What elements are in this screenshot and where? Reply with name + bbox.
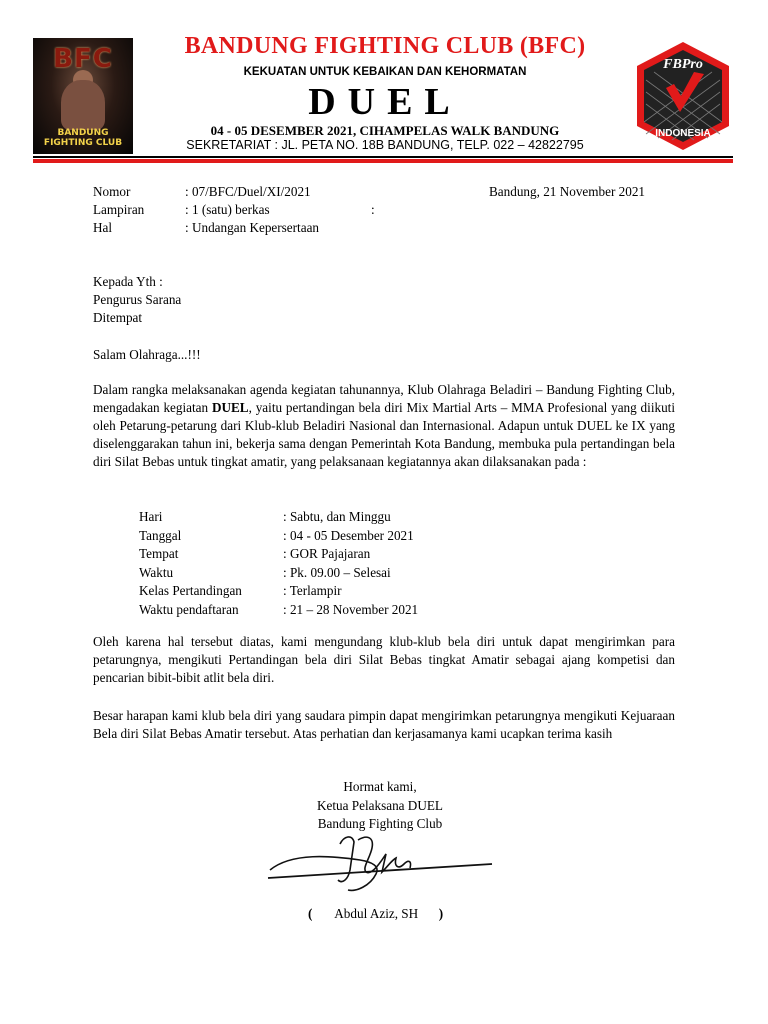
meta-value: : 07/BFC/Duel/XI/2021 [185, 184, 311, 199]
detail-label: Tanggal [139, 527, 182, 543]
closing-line: Ketua Pelaksana DUEL [317, 797, 443, 813]
detail-value: : Terlampir [283, 583, 342, 598]
detail-value: : 21 – 28 November 2021 [283, 601, 419, 617]
event-name: DUEL [308, 81, 462, 123]
fbpro-logo-top-text: FBPro [663, 57, 703, 72]
meta-value: : Undangan Kepersertaan [185, 220, 320, 235]
fighter-body-shape [61, 80, 105, 130]
meta-row-lampiran [93, 201, 673, 219]
detail-row-pendaftaran [139, 601, 559, 620]
detail-value: : Sabtu, dan Minggu [283, 509, 391, 524]
detail-value: : GOR Pajajaran [283, 546, 371, 561]
event-date-venue: 04 - 05 DESEMBER 2021, CIHAMPELAS WALK BANDUNG [210, 123, 560, 138]
detail-row-waktu [139, 564, 559, 583]
closing-line: Bandung Fighting Club [317, 816, 443, 831]
closing-block [280, 778, 480, 834]
recipient-line: Ditempat [93, 310, 143, 325]
paragraph-intro-bold: DUEL [211, 400, 249, 415]
fbpro-logo-bottom-text: INDONESIA [655, 128, 711, 139]
signature-underline [268, 864, 492, 878]
paragraph-closing: Besar harapan kami klub bela diri yang saudara pimpin dapat mengirimkan petarungnya mengikuti Kejuaraan Bela diri Silat Bebas Amatir tersebut. Atas perhatian dan kerjasamanya kami ucapkan terima kasih [93, 708, 675, 741]
signer-close-paren: ) [438, 906, 444, 921]
signature-stroke [270, 857, 377, 891]
signer-line [308, 905, 443, 923]
recipient-line: Kepada Yth : [93, 274, 163, 289]
bfc-logo [33, 38, 133, 154]
closing-line: Hormat kami, [343, 779, 417, 794]
header-divider-black [33, 156, 733, 158]
paragraph-intro-part: , yaitu pertandingan bela diri Mix Martial Arts – MMA Profesional yang diikuti oleh Petarung-petarung dari Klub-klub Beladiri Nasional dan Internasional. Adapun untuk DUEL ke IX yang diselenggarakan tahun ini, bekerja sama dengan Pemerintah Kota Bandung, membuka pula pertandingan bela diri Silat Bebas untuk tingkat amatir, yang pelaksanaan kegiatannya akan dilaksanakan pada : [93, 400, 675, 469]
detail-label: Waktu [139, 564, 174, 580]
meta-label: Hal [93, 220, 113, 235]
signature-stroke [338, 837, 354, 882]
detail-row-tempat [139, 545, 559, 564]
detail-label: Hari [139, 509, 163, 524]
place-date: Bandung, 21 November 2021 [489, 184, 646, 199]
bfc-logo-band-text: BANDUNG FIGHTING CLUB [43, 128, 123, 148]
recipient-line: Pengurus Sarana [93, 292, 182, 307]
meta-label: Nomor [93, 184, 131, 199]
detail-value: : Pk. 09.00 – Selesai [283, 564, 391, 580]
recipient-block [93, 273, 181, 327]
meta-extra: : [371, 202, 375, 217]
club-title: BANDUNG FIGHTING CLUB (BFC) [184, 33, 586, 59]
meta-value: : 1 (satu) berkas [185, 202, 270, 217]
handwritten-signature [262, 830, 498, 900]
paragraph-invitation: Oleh karena hal tersebut diatas, kami mengundang klub-klub bela diri untuk dapat mengirimkan para petarungnya, mengikuti Pertandingan bela diri Silat Bebas tingkat Amatir sebagai ajang kompetisi dan pencarian bibit-bibit atlit bela diri. [93, 634, 675, 685]
greeting: Salam Olahraga...!!! [93, 347, 201, 362]
detail-label: Kelas Pertandingan [139, 583, 242, 598]
detail-row-kelas [139, 582, 559, 601]
signature-stroke [358, 837, 411, 872]
signer-name: Abdul Aziz, SH [334, 906, 419, 921]
club-motto: KEKUATAN UNTUK KEBAIKAN DAN KEHORMATAN [243, 66, 527, 78]
paragraph-intro [93, 381, 675, 471]
signer-open-paren: ( [308, 906, 313, 921]
event-details [139, 508, 559, 619]
bfc-logo-text: BFC [53, 44, 113, 74]
header-divider-red [33, 159, 733, 163]
secretariat-address: SEKRETARIAT : JL. PETA NO. 18B BANDUNG, TELP. 022 – 42822795 [186, 138, 584, 152]
detail-row-hari [139, 508, 559, 527]
detail-row-tanggal [139, 527, 559, 546]
detail-value: : 04 - 05 Desember 2021 [283, 527, 414, 543]
paragraph-intro-part: Dalam rangka melaksanakan agenda kegiatan tahunannya, Klub Olahraga Beladiri – Bandung Fighting Club, mengadakan kegiatan [93, 382, 675, 415]
meta-label: Lampiran [93, 202, 145, 217]
detail-label: Tempat [139, 546, 179, 561]
fbpro-logo [632, 40, 734, 152]
detail-label: Waktu pendaftaran [139, 601, 239, 617]
meta-row-hal [93, 219, 673, 237]
